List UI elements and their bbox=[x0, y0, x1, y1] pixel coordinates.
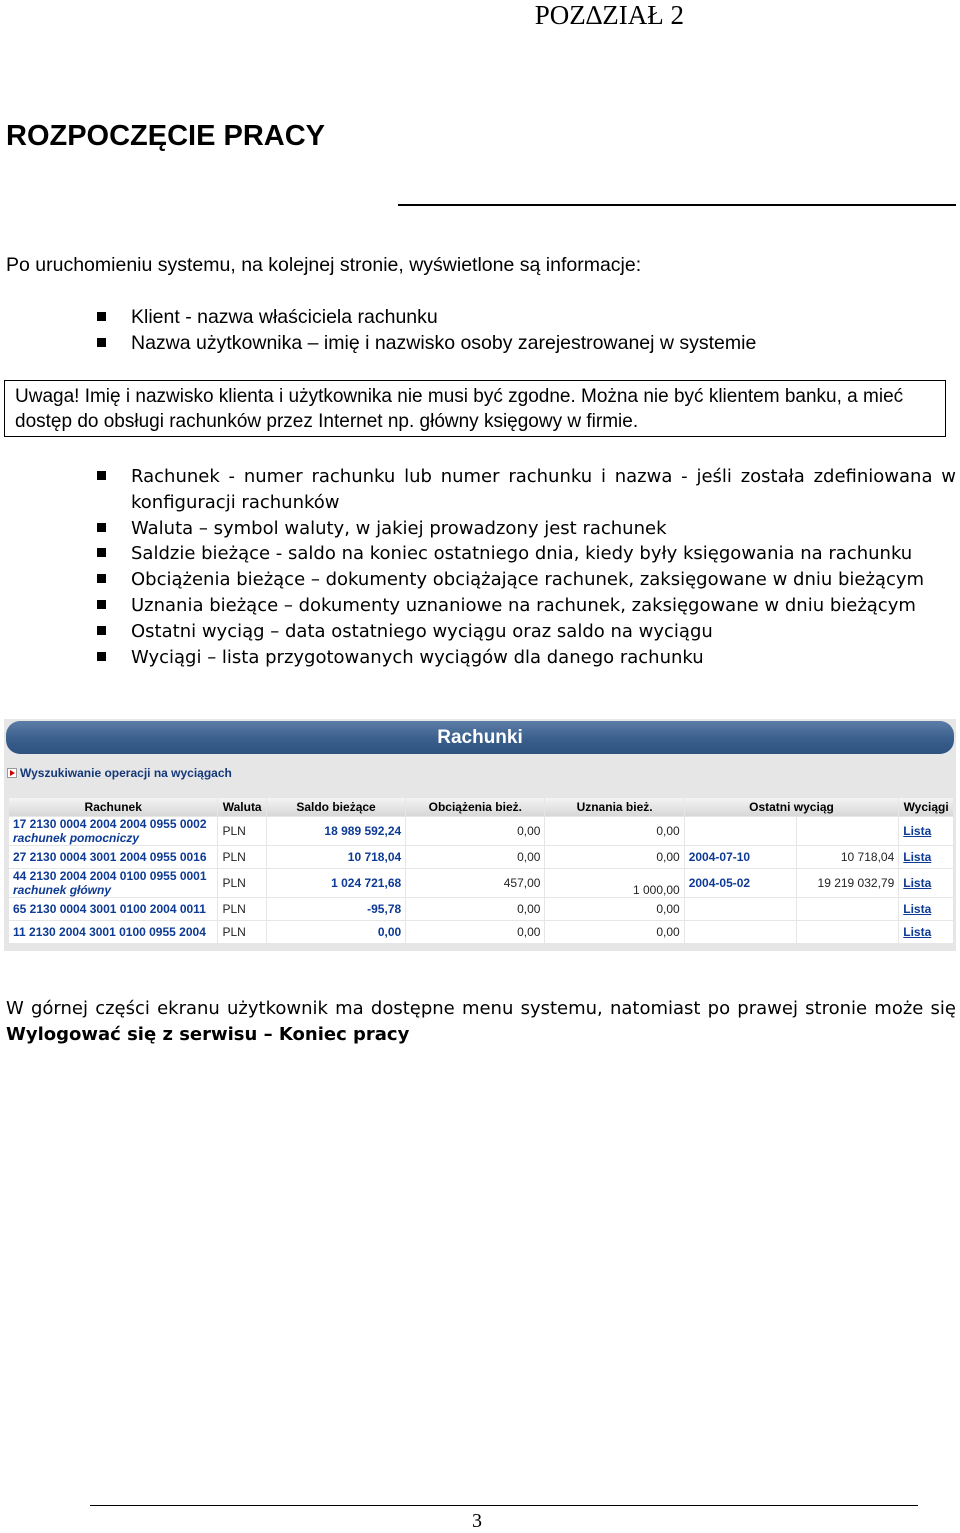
account-number: 27 2130 0004 3001 2004 0955 0016 bbox=[13, 850, 207, 864]
balance-cell: -95,78 bbox=[267, 898, 405, 920]
col-credits: Uznania bież. bbox=[545, 798, 683, 816]
account-cell[interactable] bbox=[9, 921, 217, 943]
search-statements-link[interactable] bbox=[7, 766, 232, 780]
account-number: 11 2130 2004 3001 0100 0955 2004 bbox=[13, 925, 206, 939]
col-statements: Wyciągi bbox=[899, 798, 953, 816]
list-item: Ostatni wyciąg – data ostatniego wyciągu oraz saldo na wyciągu bbox=[94, 619, 956, 645]
balance-cell: 0,00 bbox=[267, 921, 405, 943]
statement-balance-cell bbox=[797, 921, 898, 943]
intro-text: Po uruchomieniu systemu, na kolejnej stronie, wyświetlone są informacje: bbox=[6, 254, 642, 276]
table-header-row bbox=[9, 798, 953, 816]
currency-cell: PLN bbox=[218, 898, 265, 920]
list-item: Obciążenia bieżące – dokumenty obciążające rachunek, zaksięgowane w dniu bieżącym bbox=[94, 567, 956, 593]
list-item: Nazwa użytkownika – imię i nazwisko osoby zarejestrowanej w systemie bbox=[94, 330, 894, 356]
col-currency: Waluta bbox=[218, 798, 265, 816]
table-row bbox=[9, 869, 953, 897]
list-item: Uznania bieżące – dokumenty uznaniowe na rachunek, zaksięgowane w dniu bieżącym bbox=[94, 593, 956, 619]
debits-cell: 457,00 bbox=[406, 869, 544, 897]
currency-cell: PLN bbox=[218, 869, 265, 897]
statements-list-link[interactable]: Lista bbox=[899, 869, 953, 897]
outro-plain: W górnej części ekranu użytkownik ma dostępne menu systemu, natomiast po prawej stronie może się bbox=[6, 998, 956, 1019]
accounts-screenshot bbox=[4, 719, 956, 951]
col-account: Rachunek bbox=[9, 798, 217, 816]
col-debits: Obciążenia bież. bbox=[406, 798, 544, 816]
statement-date-cell[interactable]: 2004-07-10 bbox=[685, 846, 796, 868]
account-cell[interactable] bbox=[9, 869, 217, 897]
currency-cell: PLN bbox=[218, 846, 265, 868]
statements-list-link[interactable]: Lista bbox=[899, 921, 953, 943]
currency-cell: PLN bbox=[218, 921, 265, 943]
account-cell[interactable] bbox=[9, 898, 217, 920]
list-item: Saldzie bieżące - saldo na koniec ostatniego dnia, kiedy były księgowania na rachunku bbox=[94, 541, 956, 567]
credits-cell: 0,00 bbox=[545, 817, 683, 845]
credits-cell: 0,00 bbox=[545, 846, 683, 868]
note-box: Uwaga! Imię i nazwisko klienta i użytkownika nie musi być zgodne. Można nie być klientem banku, a mieć dostęp do obsługi rachunków przez Internet np. główny księgowy w firmie. bbox=[4, 380, 946, 437]
credits-cell: 0,00 bbox=[545, 921, 683, 943]
arrow-right-icon bbox=[7, 768, 17, 778]
title-divider bbox=[398, 204, 956, 206]
debits-cell: 0,00 bbox=[406, 817, 544, 845]
debits-cell: 0,00 bbox=[406, 921, 544, 943]
footer-divider bbox=[90, 1505, 918, 1506]
statement-date-cell[interactable] bbox=[685, 921, 796, 943]
accounts-table bbox=[8, 797, 954, 944]
table-row bbox=[9, 846, 953, 868]
statement-balance-cell: 10 718,04 bbox=[797, 846, 898, 868]
balance-cell: 1 024 721,68 bbox=[267, 869, 405, 897]
statement-date-cell[interactable] bbox=[685, 817, 796, 845]
account-number: 65 2130 0004 3001 0100 2004 0011 bbox=[13, 902, 206, 916]
top-bullet-list bbox=[94, 304, 894, 356]
list-item: Rachunek - numer rachunku lub numer rachunku i nazwa - jeśli została zdefiniowana w konfiguracji rachunków bbox=[94, 464, 956, 516]
list-item: Wyciągi – lista przygotowanych wyciągów dla danego rachunku bbox=[94, 645, 956, 671]
col-balance: Saldo bieżące bbox=[267, 798, 405, 816]
statement-balance-cell bbox=[797, 817, 898, 845]
statement-date-cell[interactable] bbox=[685, 898, 796, 920]
account-number: 17 2130 0004 2004 2004 0955 0002 bbox=[13, 817, 207, 831]
statements-list-link[interactable]: Lista bbox=[899, 817, 953, 845]
debits-cell: 0,00 bbox=[406, 898, 544, 920]
outro-text bbox=[6, 996, 956, 1048]
debits-cell: 0,00 bbox=[406, 846, 544, 868]
statement-balance-cell: 19 219 032,79 bbox=[797, 869, 898, 897]
chapter-heading: POZ∆ZIAŁ 2 bbox=[534, 0, 684, 30]
account-name: rachunek pomocniczy bbox=[13, 831, 140, 845]
table-row bbox=[9, 817, 953, 845]
credits-cell: 0,00 bbox=[545, 898, 683, 920]
balance-cell: 18 989 592,24 bbox=[267, 817, 405, 845]
statements-list-link[interactable]: Lista bbox=[899, 846, 953, 868]
table-row bbox=[9, 898, 953, 920]
outro-dash: – bbox=[257, 1024, 279, 1045]
statements-list-link[interactable]: Lista bbox=[899, 898, 953, 920]
page-title: ROZPOCZĘCIE PRACY bbox=[6, 120, 326, 152]
account-name: rachunek główny bbox=[13, 883, 112, 897]
account-number: 44 2130 2004 2004 0100 0955 0001 bbox=[13, 869, 207, 883]
credits-cell: 1 000,00 bbox=[545, 869, 683, 897]
statement-date-cell[interactable]: 2004-05-02 bbox=[685, 869, 796, 897]
balance-cell: 10 718,04 bbox=[267, 846, 405, 868]
list-item: Klient - nazwa właściciela rachunku bbox=[94, 304, 894, 330]
currency-cell: PLN bbox=[218, 817, 265, 845]
list-item: Waluta – symbol waluty, w jakiej prowadzony jest rachunek bbox=[94, 516, 956, 542]
accounts-header: Rachunki bbox=[6, 721, 954, 754]
search-statements-label: Wyszukiwanie operacji na wyciągach bbox=[20, 766, 232, 780]
page-number: 3 bbox=[472, 1510, 482, 1532]
table-row bbox=[9, 921, 953, 943]
statement-balance-cell bbox=[797, 898, 898, 920]
account-cell[interactable] bbox=[9, 846, 217, 868]
logout-phrase: Wylogować się z serwisu bbox=[6, 1024, 258, 1045]
col-last-statement: Ostatni wyciąg bbox=[685, 798, 899, 816]
main-bullet-list bbox=[94, 464, 956, 670]
end-work-phrase: Koniec pracy bbox=[278, 1024, 410, 1045]
account-cell[interactable] bbox=[9, 817, 217, 845]
